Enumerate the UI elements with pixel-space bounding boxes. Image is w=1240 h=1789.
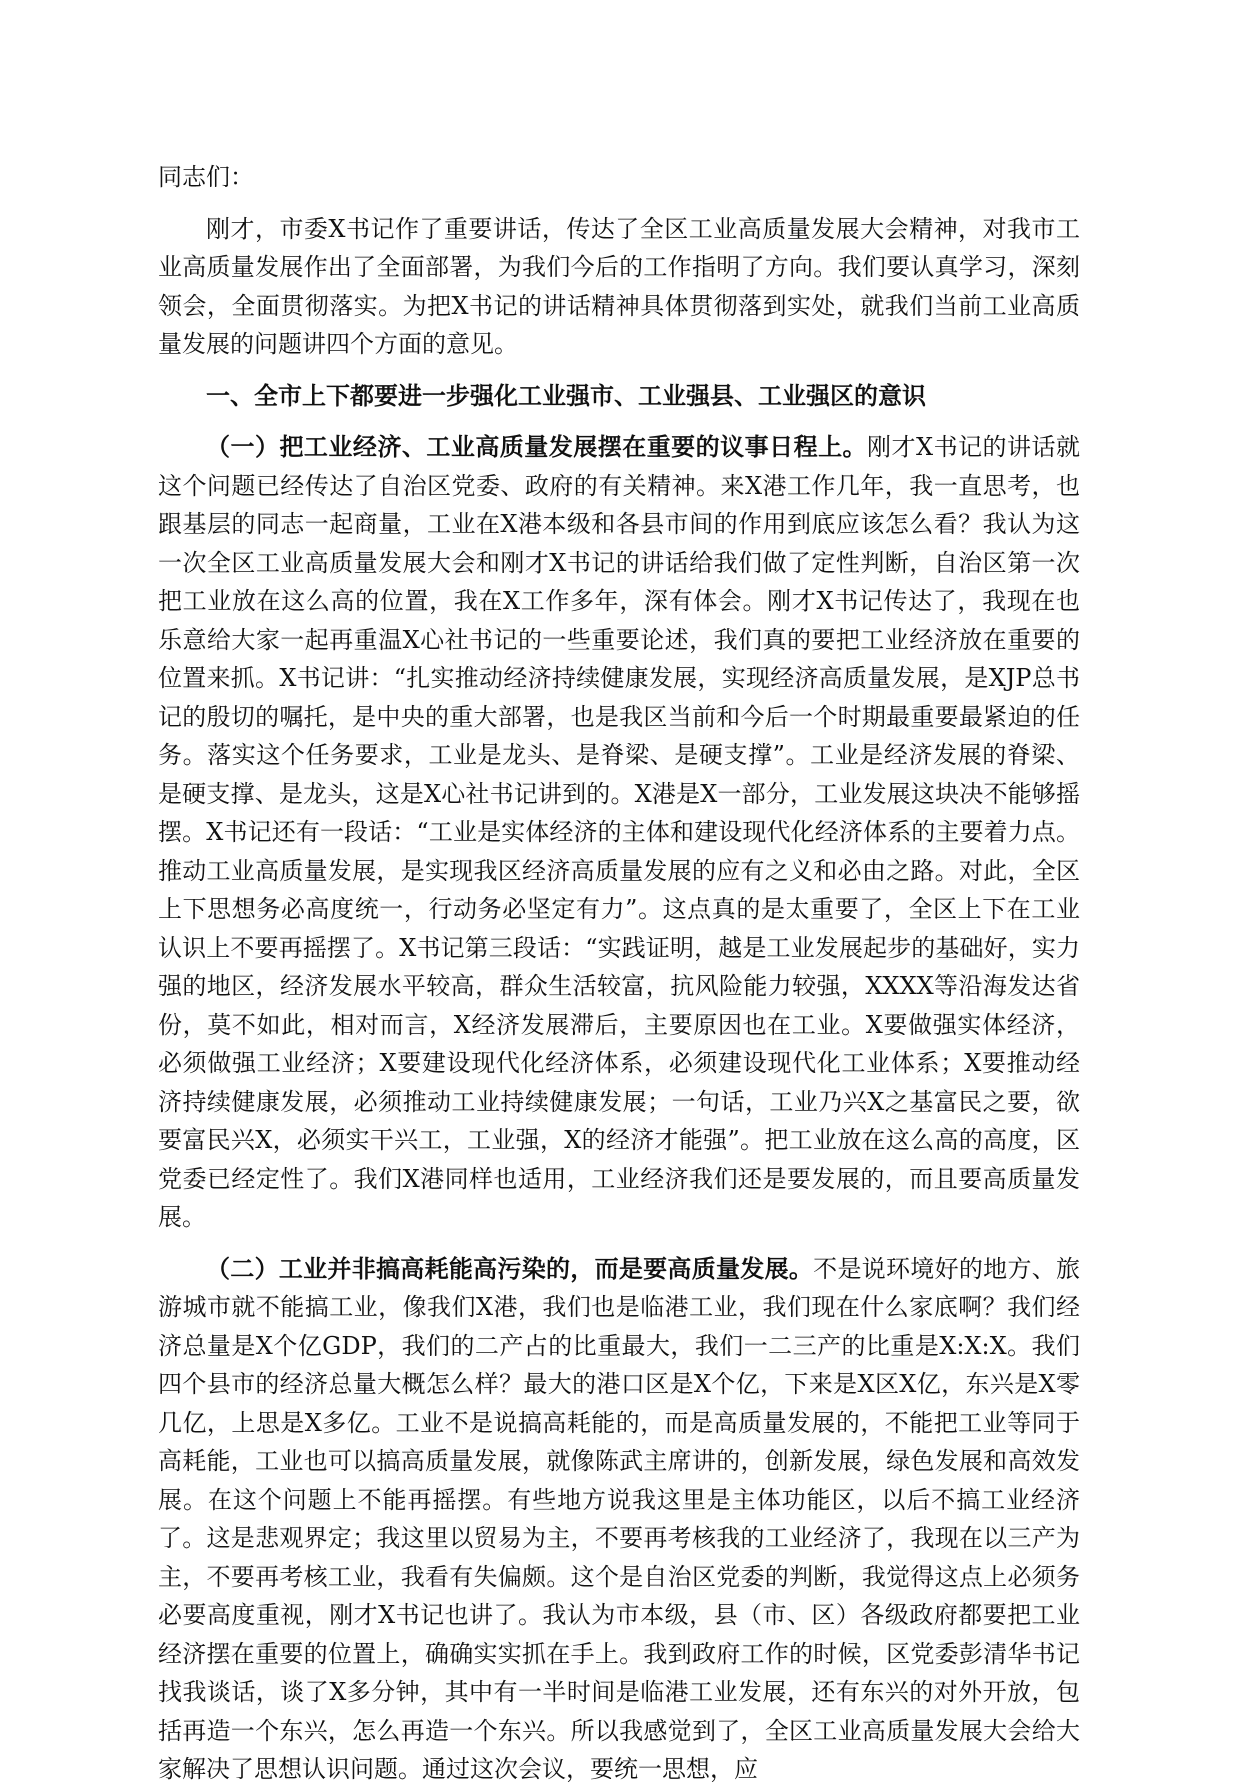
subsection-body-2: 不是说环境好的地方、旅游城市就不能搞工业，像我们X港，我们也是临港工业，我们现在什么家底啊？我们经济总量是X个亿GDP，我们的二产占的比重最大，我们一二三产的比重是X:X:X。我们四个县市的经济总量大概怎么样？最大的港口区是X个亿，下来是X区X亿，东兴是X零几亿，上思是X多亿。工业不是说搞高耗能的，而是高质量发展的，不能把工业等同于高耗能，工业也可以搞高质量发展，就像陈武主席讲的，创新发展，绿色发展和高效发展。在这个问题上不能再摇摆。有些地方说我这里是主体功能区，以后不搞工业经济了。这是悲观界定；我这里以贸易为主，不要再考核我的工业经济了，我现在以三产为主，不要再考核工业，我看有失偏颇。这个是自治区党委的判断，我觉得这点上必须务必要高度重视，刚才X书记也讲了。我认为市本级，县（市、区）各级政府都要把工业经济摆在重要的位置上，确确实实抓在手上。我到政府工作的时候，区党委彭清华书记找我谈话，谈了X多分钟，其中有一半时间是临港工业发展，还有东兴的对外开放，包括再造一个东兴，怎么再造一个东兴。所以我感觉到了，全区工业高质量发展大会给大家解决了思想认识问题。通过这次会议，要统一思想，应 <box>158 1254 1081 1783</box>
section-heading-1: 一、全市上下都要进一步强化工业强市、工业强县、工业强区的意识 <box>206 380 926 410</box>
subsection-paragraph-1 <box>158 428 1080 1237</box>
subsection-title-1: （一）把工业经济、工业高质量发展摆在重要的议事日程上。 <box>206 432 868 461</box>
subsection-paragraph-2 <box>158 1250 1080 1789</box>
subsection-title-2: （二）工业并非搞高耗能高污染的，而是要高质量发展。 <box>206 1253 814 1283</box>
subsection-body-1: 刚才X书记的讲话就这个问题已经传达了自治区党委、政府的有关精神。来X港工作几年，我一直思考，也跟基层的同志一起商量，工业在X港本级和各县市间的作用到底应该怎么看？我认为这一次全区工业高质量发展大会和刚才X书记的讲话给我们做了定性判断，自治区第一次把工业放在这么高的位置，我在X工作多年，深有体会。刚才X书记传达了，我现在也乐意给大家一起再重温X心社书记的一些重要论述，我们真的要把工业经济放在重要的位置来抓。X书记讲：“扎实推动经济持续健康发展，实现经济高质量发展，是XJP总书记的殷切的嘱托，是中央的重大部署，也是我区当前和今后一个时期最重要最紧迫的任务。落实这个任务要求，工业是龙头、是脊梁、是硬支撑”。工业是经济发展的脊梁、是硬支撑、是龙头，这是X心社书记讲到的。X港是X一部分，工业发展这块决不能够摇摆。X书记还有一段话：“工业是实体经济的主体和建设现代化经济体系的主要着力点。推动工业高质量发展，是实现我区经济高质量发展的应有之义和必由之路。对此，全区上下思想务必高度统一，行动务必坚定有力”。这点真的是太重要了，全区上下在工业认识上不要再摇摆了。X书记第三段话：“实践证明，越是工业发展起步的基础好，实力强的地区，经济发展水平较高，群众生活较富，抗风险能力较强，XXXX等沿海发达省份，莫不如此，相对而言，X经济发展滞后，主要原因也在工业。X要做强实体经济，必须做强工业经济；X要建设现代化经济体系，必须建设现代化工业体系；X要推动经济持续健康发展，必须推动工业持续健康发展；一句话，工业乃兴X之基富民之要，欲要富民兴X，必须实干兴工，工业强，X的经济才能强”。把工业放在这么高的高度，区党委已经定性了。我们X港同样也适用，工业经济我们还是要发展的，而且要高质量发展。 <box>158 433 1080 1231</box>
intro-paragraph: 刚才，市委X书记作了重要讲话，传达了全区工业高质量发展大会精神，对我市工业高质量发展作出了全面部署，为我们今后的工作指明了方向。我们要认真学习，深刻领会，全面贯彻落实。为把X书记的讲话精神具体贯彻落到实处，就我们当前工业高质量发展的问题讲四个方面的意见。 <box>158 214 1080 358</box>
greeting: 同志们： <box>158 163 254 191</box>
speech-text <box>158 158 1080 1789</box>
